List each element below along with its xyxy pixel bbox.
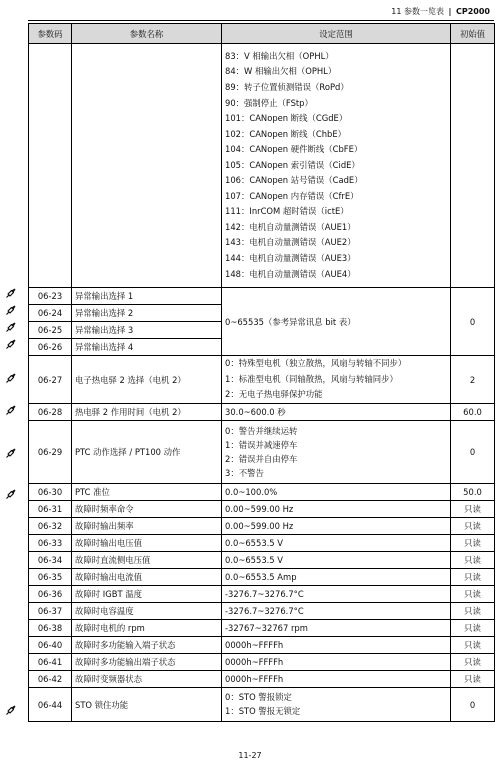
param-range xyxy=(222,356,451,404)
param-code: 06-30 xyxy=(29,484,72,501)
option-item: 148：电机自动量测错误（AUE4） xyxy=(225,268,356,279)
option-item: 144：电机自动量测错误（AUE3） xyxy=(225,253,356,263)
pencil-edit-icon xyxy=(5,372,17,384)
param-range: 30.0~600.0 秒 xyxy=(222,404,451,421)
param-name: PTC 动作选择 / PT100 动作 xyxy=(72,421,222,484)
option-item: 101：CANopen 断线（CGdE） xyxy=(225,113,348,124)
param-default: 0 xyxy=(451,288,495,356)
table-row xyxy=(29,603,495,620)
param-name: 故障时多功能输入端子状态 xyxy=(72,637,222,654)
table-row xyxy=(29,501,495,518)
param-default: 只读 xyxy=(451,569,495,586)
option-item: 1：STO 警报无锁定 xyxy=(225,705,301,716)
param-code: 06-33 xyxy=(29,535,72,552)
param-default: 只读 xyxy=(451,518,495,535)
table-row xyxy=(29,569,495,586)
param-range: 0.0~6553.5 Amp xyxy=(222,569,451,586)
option-list xyxy=(222,44,451,288)
param-code: 06-29 xyxy=(29,421,72,484)
param-name: STO 锁住功能 xyxy=(72,688,222,722)
default-cell-empty xyxy=(451,44,495,288)
pencil-edit-icon xyxy=(5,321,17,333)
param-default: 2 xyxy=(451,356,495,404)
param-default: 只读 xyxy=(451,535,495,552)
table-row xyxy=(29,620,495,637)
param-default: 只读 xyxy=(451,586,495,603)
option-item: 83：V 相输出欠相（OPHL） xyxy=(225,50,334,61)
param-code: 06-32 xyxy=(29,518,72,535)
param-range: 0.0~100.0% xyxy=(222,484,451,501)
pencil-edit-icon xyxy=(5,304,17,316)
param-range: 0~65535（参考异常讯息 bit 表） xyxy=(222,288,451,356)
param-name: 故障时 IGBT 温度 xyxy=(72,586,222,603)
param-name: 异常输出选择 2 xyxy=(72,305,222,322)
pencil-edit-icon xyxy=(5,488,17,500)
param-default: 只读 xyxy=(451,552,495,569)
pencil-edit-icon xyxy=(5,704,17,716)
param-code: 06-34 xyxy=(29,552,72,569)
option-item: 1：标准型电机（同轴散热，风扇与转轴同步） xyxy=(225,373,398,384)
option-item: 1：错误并减速停车 xyxy=(225,439,298,450)
table-row xyxy=(29,404,495,421)
param-code: 06-26 xyxy=(29,339,72,356)
table-row xyxy=(29,484,495,501)
param-range: 0.0~6553.5 V xyxy=(222,535,451,552)
option-item: 3：不警告 xyxy=(225,468,264,479)
param-code: 06-35 xyxy=(29,569,72,586)
table-row xyxy=(29,671,495,688)
param-name: 故障时输出频率 xyxy=(72,518,222,535)
option-item: 0：特殊型电机（独立散热，风扇与转轴不同步） xyxy=(225,358,407,369)
param-name: 故障时电机的 rpm xyxy=(72,620,222,637)
param-name: 异常输出选择 3 xyxy=(72,322,222,339)
header-rule xyxy=(28,20,494,21)
param-default: 只读 xyxy=(451,637,495,654)
option-item: 105：CANopen 索引错误（CidE） xyxy=(225,159,360,170)
param-default: 只读 xyxy=(451,654,495,671)
param-name: 故障时频率命令 xyxy=(72,501,222,518)
param-code: 06-38 xyxy=(29,620,72,637)
option-item: 111：InrCOM 超时错误（ictE） xyxy=(225,206,349,217)
param-range: 0000h~FFFFh xyxy=(222,637,451,654)
table-row xyxy=(29,688,495,722)
table-row xyxy=(29,518,495,535)
param-range: -3276.7~3276.7°C xyxy=(222,603,451,620)
col-header-name: 参数名称 xyxy=(72,24,222,44)
page-header xyxy=(391,6,490,17)
param-name: 异常输出选择 1 xyxy=(72,288,222,305)
param-code: 06-28 xyxy=(29,404,72,421)
option-item: 143：电机自动量测错误（AUE2） xyxy=(225,237,356,248)
option-item: 142：电机自动量测错误（AUE1） xyxy=(225,221,356,232)
option-item: 104：CANopen 硬件断线（CbFE） xyxy=(225,144,363,155)
param-name: PTC 准位 xyxy=(72,484,222,501)
table-row xyxy=(29,637,495,654)
param-name: 故障时输出电压值 xyxy=(72,535,222,552)
name-cell-empty xyxy=(72,44,222,288)
col-header-range: 设定范围 xyxy=(222,24,451,44)
option-item: 0：STO 警报锁定 xyxy=(225,692,292,703)
pencil-edit-icon xyxy=(5,447,17,459)
option-item: 90：强制停止（FStp） xyxy=(225,97,313,108)
option-item: 2：无电子热电驿保护功能 xyxy=(225,389,323,400)
option-item: 106：CANopen 站号错误（CadE） xyxy=(225,175,363,186)
chapter-label: 11 参数一览表 xyxy=(391,7,444,16)
table-row xyxy=(29,288,495,305)
param-code: 06-23 xyxy=(29,288,72,305)
param-range: 0000h~FFFFh xyxy=(222,671,451,688)
param-code: 06-31 xyxy=(29,501,72,518)
option-item: 102：CANopen 断线（ChbE） xyxy=(225,128,347,139)
page-number: 11-27 xyxy=(238,751,262,760)
param-default: 50.0 xyxy=(451,484,495,501)
pencil-edit-icon xyxy=(5,338,17,350)
param-code: 06-42 xyxy=(29,671,72,688)
param-default: 只读 xyxy=(451,620,495,637)
table-header-row xyxy=(29,24,495,44)
param-name: 异常输出选择 4 xyxy=(72,339,222,356)
param-code: 06-41 xyxy=(29,654,72,671)
pencil-edit-icon xyxy=(5,287,17,299)
col-header-code: 参数码 xyxy=(29,24,72,44)
param-code: 06-27 xyxy=(29,356,72,404)
readonly-rows xyxy=(29,501,495,688)
param-range: -3276.7~3276.7°C xyxy=(222,586,451,603)
param-code: 06-44 xyxy=(29,688,72,722)
param-name: 故障时电容温度 xyxy=(72,603,222,620)
param-code: 06-37 xyxy=(29,603,72,620)
option-item: 2：错误并自由停车 xyxy=(225,454,298,464)
param-range: 0.00~599.00 Hz xyxy=(222,518,451,535)
header-separator: | xyxy=(448,7,452,16)
param-name: 热电驿 2 作用时间（电机 2） xyxy=(72,404,222,421)
pencil-edit-icon xyxy=(5,404,17,416)
param-name: 故障时变频器状态 xyxy=(72,671,222,688)
option-item: 89：转子位置侦测错误（RoPd） xyxy=(225,81,349,92)
col-header-default: 初始值 xyxy=(451,24,495,44)
continuation-row xyxy=(29,44,495,288)
table-row xyxy=(29,535,495,552)
param-default: 只读 xyxy=(451,501,495,518)
param-code: 06-25 xyxy=(29,322,72,339)
option-item: 0：警告并继续运转 xyxy=(225,425,298,436)
param-default: 0 xyxy=(451,421,495,484)
param-range: 0.00~599.00 Hz xyxy=(222,501,451,518)
param-default: 只读 xyxy=(451,671,495,688)
param-code: 06-36 xyxy=(29,586,72,603)
param-default: 0 xyxy=(451,688,495,722)
table-row xyxy=(29,586,495,603)
param-name: 故障时直流侧电压值 xyxy=(72,552,222,569)
parameter-table xyxy=(28,23,495,722)
param-range xyxy=(222,421,451,484)
param-code: 06-24 xyxy=(29,305,72,322)
option-item: 107：CANopen 内存错误（CfrE） xyxy=(225,190,359,201)
param-default: 只读 xyxy=(451,603,495,620)
option-item: 84：W 相输出欠相（OPHL） xyxy=(225,66,337,77)
param-name: 故障时多功能输出端子状态 xyxy=(72,654,222,671)
code-cell-empty xyxy=(29,44,72,288)
param-range: 0000h~FFFFh xyxy=(222,654,451,671)
brand-label: CP2000 xyxy=(456,7,490,16)
param-name: 故障时输出电流值 xyxy=(72,569,222,586)
param-name: 电子热电驿 2 选择（电机 2） xyxy=(72,356,222,404)
param-range: 0.0~6553.5 V xyxy=(222,552,451,569)
param-range xyxy=(222,688,451,722)
param-code: 06-40 xyxy=(29,637,72,654)
table-row xyxy=(29,356,495,404)
param-range: -32767~32767 rpm xyxy=(222,620,451,637)
table-row xyxy=(29,421,495,484)
param-default: 60.0 xyxy=(451,404,495,421)
table-row xyxy=(29,552,495,569)
table-row xyxy=(29,654,495,671)
